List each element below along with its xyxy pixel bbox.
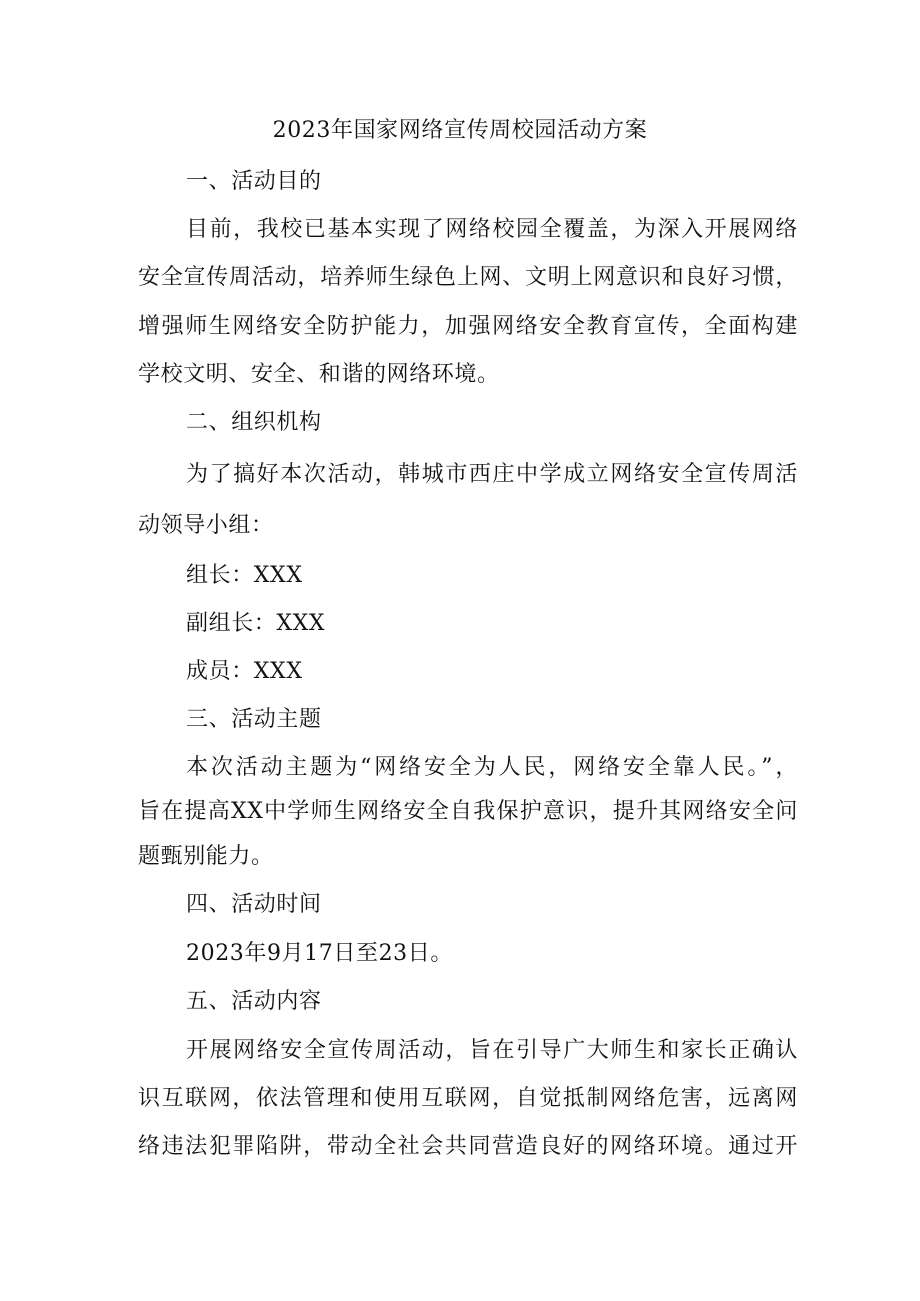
paragraph-line: 增强师生网络安全防护能力，加强网络安全教育宣传，全面构建 xyxy=(138,314,798,339)
paragraph-line: 识互联网，依法管理和使用互联网，自觉抵制网络危害，远离网 xyxy=(138,1086,798,1111)
paragraph-line: 动领导小组： xyxy=(138,513,274,538)
paragraph-line: 旨在提高XX中学师生网络安全自我保护意识，提升其网络安全问 xyxy=(138,799,798,824)
leader-line: 组长：XXX xyxy=(186,563,303,588)
section-heading-theme: 三、活动主题 xyxy=(186,707,322,732)
paragraph-line: 开展网络安全宣传周活动，旨在引导广大师生和家长正确认 xyxy=(186,1038,798,1063)
paragraph-line: 安全宣传周活动，培养师生绿色上网、文明上网意识和良好习惯， xyxy=(138,265,798,290)
paragraph-line: 题甄别能力。 xyxy=(138,844,274,869)
paragraph-line: 本次活动主题为“网络安全为人民，网络安全靠人民。”， xyxy=(186,755,798,780)
vice-leader-line: 副组长：XXX xyxy=(186,611,326,636)
document-title: 2023年国家网络宣传周校园活动方案 xyxy=(272,118,648,143)
paragraph-line: 络违法犯罪陷阱，带动全社会共同营造良好的网络环境。通过开 xyxy=(138,1134,798,1159)
paragraph-line: 为了搞好本次活动，韩城市西庄中学成立网络安全宣传周活 xyxy=(186,462,798,487)
paragraph-line: 目前，我校已基本实现了网络校园全覆盖，为深入开展网络 xyxy=(186,217,798,242)
members-line: 成员：XXX xyxy=(186,659,303,684)
time-line: 2023年9月17日至23日。 xyxy=(186,941,453,966)
section-heading-time: 四、活动时间 xyxy=(186,892,322,917)
paragraph-line: 学校文明、安全、和谐的网络环境。 xyxy=(138,362,500,387)
section-heading-purpose: 一、活动目的 xyxy=(186,169,322,194)
section-heading-content: 五、活动内容 xyxy=(186,989,322,1014)
section-heading-organization: 二、组织机构 xyxy=(186,410,322,435)
